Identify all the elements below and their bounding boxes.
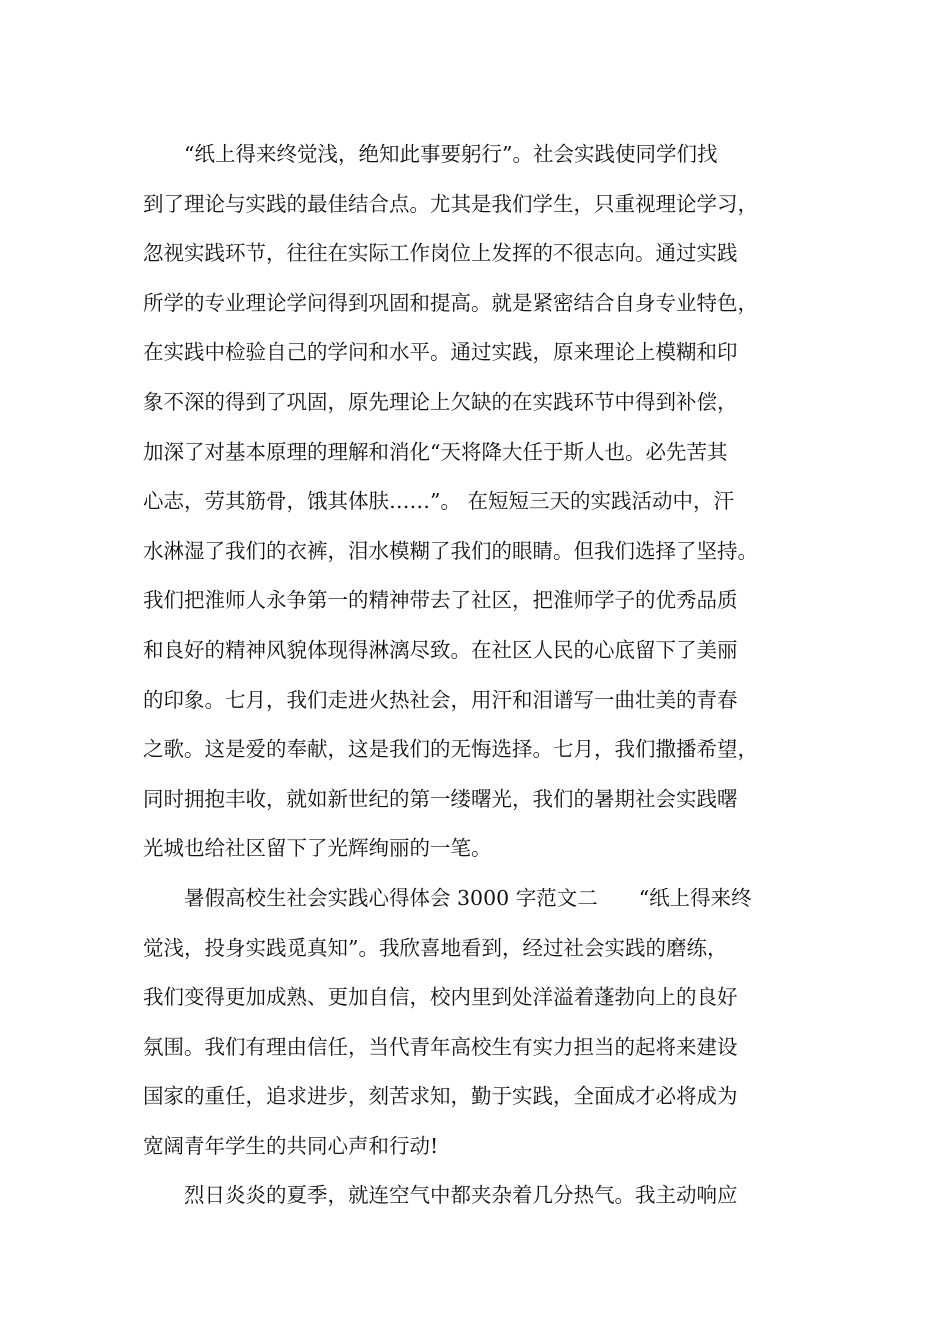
- text-line: 光城也给社区留下了光辉绚丽的一笔。: [143, 836, 492, 861]
- text-line: 加深了对基本原理的理解和消化“天将降大任于斯人也。必先苦其: [143, 439, 728, 464]
- text-line: 觉浅，投身实践觅真知”。我欣喜地看到，经过社会实践的磨练，: [143, 935, 728, 960]
- text-line: 我们把淮师人永争第一的精神带去了社区，把淮师学子的优秀品质: [143, 588, 738, 613]
- text-line: 水淋湿了我们的衣裤，泪水模糊了我们的眼睛。但我们选择了坚持。: [143, 538, 758, 563]
- text-line: 我们变得更加成熟、更加自信，校内里到处洋溢着蓬勃向上的良好: [143, 985, 738, 1010]
- text-line: 暑假高校生社会实践心得体会 3000 字范文二 “纸上得来终: [143, 885, 752, 910]
- text-line: 的印象。七月，我们走进火热社会，用汗和泪谱写一曲壮美的青春: [143, 687, 738, 712]
- text-line: 和良好的精神风貌体现得淋漓尽致。在社区人民的心底留下了美丽: [143, 637, 738, 662]
- text-line: “纸上得来终觉浅，绝知此事要躬行”。社会实践使同学们找: [143, 142, 718, 166]
- text-line: 之歌。这是爱的奉献，这是我们的无悔选择。七月，我们撒播希望，: [143, 737, 758, 762]
- text-line: 心志，劳其筋骨，饿其体肤……”。 在短短三天的实践活动中，汗: [143, 489, 734, 514]
- text-line: 烈日炎炎的夏季，就连空气中都夹杂着几分热气。我主动响应: [143, 1183, 738, 1208]
- text-line: 氛围。我们有理由信任，当代青年高校生有实力担当的起将来建设: [143, 1034, 738, 1059]
- text-line: 到了理论与实践的最佳结合点。尤其是我们学生，只重视理论学习，: [143, 191, 758, 216]
- text-line: 宽阔青年学生的共同心声和行动!: [143, 1133, 439, 1158]
- body-text: [143, 130, 807, 1221]
- text-line: 在实践中检验自己的学问和水平。通过实践，原来理论上模糊和印: [143, 340, 738, 365]
- text-line: 象不深的得到了巩固，原先理论上欠缺的在实践环节中得到补偿，: [143, 389, 738, 414]
- text-line: 国家的重任，追求进步，刻苦求知，勤于实践，全面成才必将成为: [143, 1084, 738, 1109]
- text-line: 同时拥抱丰收，就如新世纪的第一缕曙光，我们的暑期社会实践曙: [143, 786, 738, 811]
- text-line: 所学的专业理论学问得到巩固和提高。就是紧密结合自身专业特色，: [143, 290, 758, 315]
- text-line: 忽视实践环节，往往在实际工作岗位上发挥的不很志向。通过实践: [143, 241, 738, 266]
